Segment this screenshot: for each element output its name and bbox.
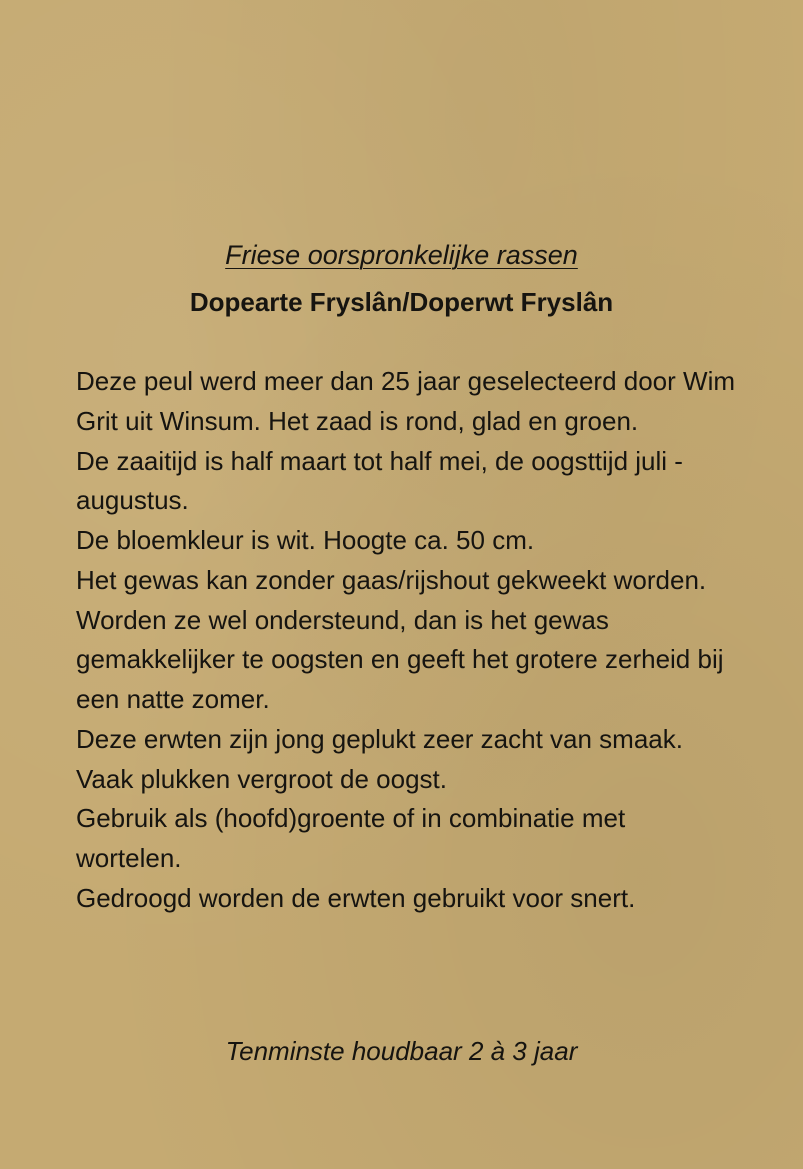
description-paragraph: Gebruik als (hoofd)groente of in combinatie met wortelen. bbox=[76, 803, 626, 873]
description-paragraph: De zaaitijd is half maart tot half mei, de oogsttijd juli - augustus. bbox=[76, 445, 683, 516]
description-paragraph: Gedroogd worden de erwten gebruikt voor snert. bbox=[76, 882, 636, 913]
description-paragraph: Deze peul werd meer dan 25 jaar geselecteerd door Wim Grit uit Winsum. Het zaad is rond, glad en groen. bbox=[76, 366, 736, 436]
description-paragraph: De bloemkleur is wit. Hoogte ca. 50 cm. bbox=[76, 525, 535, 555]
description-paragraph: Het gewas kan zonder gaas/rijshout gekweekt worden. Worden ze wel ondersteund, dan is het gewas gemakkelijker te oogsten en geeft het grotere zerheid bij een natte zomer. bbox=[76, 564, 724, 714]
label-title: Dopearte Fryslân/Doperwt Fryslân bbox=[189, 287, 614, 317]
label-subtitle: Friese oorspronkelijke rassen bbox=[225, 240, 578, 270]
shelf-life-note: Tenminste houdbaar 2 à 3 jaar bbox=[225, 1036, 578, 1066]
description-paragraph: Deze erwten zijn jong geplukt zeer zacht van smaak. Vaak plukken vergroot de oogst. bbox=[76, 723, 683, 794]
label-description bbox=[76, 362, 736, 919]
